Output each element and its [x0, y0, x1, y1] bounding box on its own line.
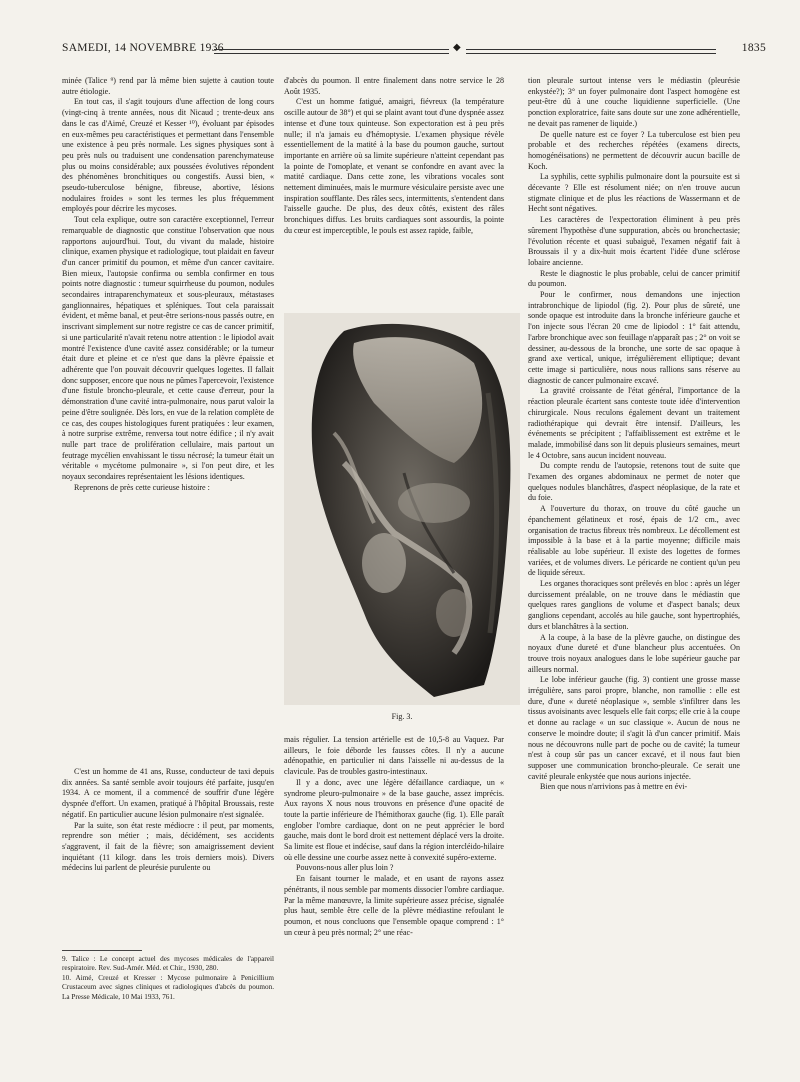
paragraph: De quelle nature est ce foyer ? La tuberculose est bien peu probable et des recherches répétées (examens directs, homogénéisations) ne permettent de découvrir aucun bacille de Koch.	[528, 129, 740, 171]
running-header	[62, 40, 766, 58]
specimen-photograph	[284, 313, 520, 705]
paragraph: En tout cas, il s'agit toujours d'une affection de long cours (vingt-cinq à trente années, nous dit Nicaud ; trente-deux ans dans le cas d'Aimé, Creuzé et Kesser ¹⁰), évoluant par épisodes en eux-mêmes peu caractéristiques et permettant dans l'ensemble une existence à peu près normale. Les signes physiques sont à peu près nuls ou traduisent une condensation parenchymateuse plus ou moins considérable; aux poussées évolutives répondent des phénomènes bronchitiques ou congestifs. Aussi bien, « pseudo-tuberculose bénigne, fibreuse, abortive, lésions nodulaires froides » sont les termes les plus fréquemment employés pour décrire les mycoses.	[62, 97, 274, 214]
column-left-continued	[62, 767, 274, 953]
column-middle-bottom	[284, 735, 504, 1066]
paragraph: La syphilis, cette syphilis pulmonaire dont la poursuite est si décevante ? Elle est résolument niée; on n'en trouve aucun stigmate clinique et de plus les réactions de Wassermann et de Hecht sont négatives.	[528, 172, 740, 214]
column-left	[62, 76, 274, 821]
paragraph: Par la suite, son état reste médiocre : il peut, par moments, reprendre son métier ; mais, décidément, ses accidents s'aggravent, il fait de la fièvre; son amaigrissement devient inquiétant (11 kilogr. dans les trois derniers mois). Divers médecins lui parlent de pleurésie purulente ou	[62, 820, 274, 873]
header-rule-left	[214, 49, 449, 54]
diamond-ornament-icon: ◆	[453, 42, 461, 53]
column-middle-top	[284, 76, 504, 308]
paragraph: A l'ouverture du thorax, on trouve du côté gauche un épanchement gélatineux et rosé, épais de 1/2 cm., avec organisation de tractus fibreux très nombreux. Le décollement est impossible à la base et à la partie moyenne; difficile mais réalisable au lobe supérieur. Il existe des logettes de formes variées, et de volumes divers. Le péricarde ne contient qu'un peu de liquide séreux.	[528, 504, 740, 578]
paragraph: mais régulier. La tension artérielle est de 10,5-8 au Vaquez. Par ailleurs, le foie déborde les fausses côtes. Il n'y a aucune adénopathie, en particulier ni dans l'aisselle ni au-dessus de la clavicule. Pas de troubles gastro-intestinaux.	[284, 735, 504, 777]
header-rule-right	[466, 49, 716, 54]
paragraph: Tout cela explique, outre son caractère exceptionnel, l'erreur remarquable de diagnostic que constitue l'observation que nous rapportons aujourd'hui. Tout, du vivant du malade, histoire clinique, examen physique et radiologique, tout plaidait en faveur d'un cancer primitif du poumon, et même d'un cancer cavitaire. Bien mieux, l'autopsie confirma ou sembla confirmer en tous points notre diagnostic : tumeur squirrheuse du poumon, nodules secondaires intraparenchymateux et sous-pleuraux, métastases ganglionnaires, hépatiques et spléniques. Tout cela paraissait évident, et même banal, et peut-être serions-nous passés outre, en inscrivant simplement sur notre registre ce cas de cancer primitif, si une particularité n'avait retenu notre attention : le lipiodol avait montré l'existence d'une cavité assez considérable; or la tumeur était dure et pleine et ce n'est que dans la plèvre épaissie et adhérente que l'on pouvait découvrir quelques logettes. Il fallait donc supposer, encore que nous ne pûmes l'apercevoir, l'existence d'une fistule broncho-pleurale, et cette cause d'erreur, pour la démonstration d'une cavité intra-pulmonaire, nous parut valoir la peine d'être soulignée. Dès lors, en vue de la relation complète de ce cas, des coupes histologiques furent pratiquées : leur examen, à notre surprise extrême, renversa tout notre édifice ; il n'y avait nulle part trace de prolifération cellulaire, mais partout un feutrage mycélien envahissant le tissu nécrosé; la tumeur était un véritable « mycétome pulmonaire », si l'on peut dire, et les noyaux secondaires représentaient les lésions identiques.	[62, 215, 274, 482]
column-right	[528, 76, 740, 1066]
paragraph: Le lobe inférieur gauche (fig. 3) contient une grosse masse irrégulière, sans paroi propre, blanche, non ramollie : elle est dure, d'une « dureté néoplasique », semble s'infiltrer dans les tissus avoisinants avec lesquels elle fait corps; elle crie à la coupe et donne au raclage « un suc classique ». Aucun de nous ne conserve le moindre doute; il s'agit là d'un cancer primitif. Mais nous ne découvrons nulle part de poche ou de cavité; la tumeur n'est à coup sûr pas un cancer excavé, et il nous faut bien supposer une communication broncho-pleurale. Ce serait une cavité pleurale enkystée que nous aurions injectée.	[528, 675, 740, 781]
paragraph: Du compte rendu de l'autopsie, retenons tout de suite que l'examen des organes abdominaux ne permet de noter que quelques nodules blanchâtres, d'aspect néoplasique, de la rate et du foie.	[528, 461, 740, 503]
paragraph: En faisant tourner le malade, et en usant de rayons assez pénétrants, il nous semble par moments dissocier l'ombre cardiaque. Par la même manœuvre, la limite supérieure assez précise, signalée plus haut, semble être celle de la plèvre médiastine refoulant le poumon, et nous concluons que l'ensemble opaque comprend : 1° un cœur à peu près normal; 2° une réac-	[284, 874, 504, 937]
paragraph: d'abcès du poumon. Il entre finalement dans notre service le 28 Août 1935.	[284, 76, 504, 96]
paragraph: Bien que nous n'arrivions pas à mettre en évi-	[540, 782, 688, 792]
footnotes	[62, 955, 274, 1002]
paragraph: Les caractères de l'expectoration éliminent à peu près sûrement l'hypothèse d'une suppuration, abcès ou bronchectasie; l'évolution récente et quasi subaiguë, l'examen négatif fait à Broussais il y a dix-huit mois écartent l'idée d'une sclérose lobaire ancienne.	[528, 215, 740, 267]
paragraph: Les organes thoraciques sont prélevés en bloc : après un léger durcissement préalable, on ne trouve dans le médiastin que quelques rares ganglions de volume et d'aspect banals; deux ganglions cependant, accolés au hile gauche, sont hypertrophiés, durs et blanchâtres à la section.	[528, 579, 740, 631]
paragraph: Reste le diagnostic le plus probable, celui de cancer primitif du poumon.	[528, 268, 740, 289]
footnote: 9. Talice : Le concept actuel des mycoses médicales de l'appareil respiratoire. Rev. Sud-Amér. Méd. et Chir., 1930, 280.	[62, 955, 274, 973]
paragraph: A la coupe, à la base de la plèvre gauche, on distingue des noyaux d'une dureté et d'une blancheur plus accentuées. On trouve trois noyaux analogues dans le lobe supérieur gauche par ailleurs normal.	[528, 632, 740, 674]
paragraph: C'est un homme fatigué, amaigri, fiévreux (la température oscille autour de 38°) et qui se plaint avant tout d'une dyspnée assez intense et d'une toux quinteuse. Son expectoration est à peu près nulle; il n'a jamais eu d'hémoptysie. L'examen physique révèle essentiellement de la matité à la base du poumon gauche, surtout importante en arrière où sa limite supérieure n'atteint cependant pas la pointe de l'omoplate, et venant se confondre en avant avec la matité cardiaque. Dans cette zone, les vibrations vocales sont nettement diminuées, mais le murmure vésiculaire persiste avec une inspiration soufflante. Des râles secs, intermittents, s'entendent dans l'aisselle gauche. De plus, des deux côtés, existent des râles bronchiques diffus. Les bruits cardiaques sont assourdis, la pointe du cœur est imperceptible, le pouls est assez rapide, faible,	[284, 97, 504, 235]
lung-specimen-image	[284, 313, 520, 705]
paragraph: C'est un homme de 41 ans, Russe, conducteur de taxi depuis dix années. Sa santé semble avoir toujours été parfaite, jusqu'en 1934. A ce moment, il a commencé de souffrir d'une légère dyspnée d'effort. Un examen, pratiqué à l'hôpital Broussais, reste négatif. En particulier aucune lésion pulmonaire n'est signalée.	[62, 767, 274, 819]
footnote: 10. Aimé, Creuzé et Kresser : Mycose pulmonaire à Penicillium Crustaceum avec signes cliniques et radiologiques d'abcès du poumon. La Presse Médicale, 10 Mai 1933, 761.	[62, 973, 274, 1001]
figure-caption: Fig. 3.	[391, 712, 413, 721]
paragraph: Pouvons-nous aller plus loin ?	[296, 863, 394, 873]
paragraph: Pour le confirmer, nous demandons une injection intrabronchique de lipiodol (fig. 2). Pour plus de sûreté, une sonde opaque est introduite dans la bronche inférieure gauche et l'on injecte sous l'écran 20 cme de lipiodol : 1° fait attendu, l'arbre bronchique avec son feuillage n'apparaît pas ; 2° on voit se dessiner, au-dessous de la bronche, une sorte de sac opaque à grand axe vertical, unique, irrégulièrement elliptique; devant cette image si particulière, nous nous rallions sans réserve au diagnostic de cancer pulmonaire excavé.	[528, 290, 740, 385]
footnote-rule	[62, 950, 142, 951]
paragraph: tion pleurale surtout intense vers le médiastin (pleurésie enkystée?); 3° un foyer pulmonaire dont l'aspect homogène est peut-être dû à une couche liquidienne superficielle. (Une ponction exploratrice, faite sans doute sur une zone adhérentielle, ne devait pas ramener de liquide.)	[528, 76, 740, 128]
paragraph: La gravité croissante de l'état général, l'importance de la réaction pleurale écartent sans conteste toute idée d'intervention chirurgicale. Nous reculons également devant un traitement radiothérapique qui devrait être intensif. D'ailleurs, les événements se précipitent ; l'affaiblissement est extrême et le malade, immobilisé dans son lit depuis plusieurs semaines, meurt le 4 Octobre, sans aucun incident nouveau.	[528, 386, 740, 460]
page-number: 1835	[741, 42, 766, 54]
header-date: SAMEDI, 14 NOVEMBRE 1936	[62, 42, 224, 54]
paragraph: Reprenons de près cette curieuse histoire :	[74, 482, 210, 492]
paragraph: Il y a donc, avec une légère défaillance cardiaque, un « syndrome pleuro-pulmonaire » de la base gauche, assez imprécis. Aux rayons X nous nous trouvons en présence d'une opacité de toute la partie inférieure de l'hémithorax gauche (fig. 1). Elle paraît englober l'ombre cardiaque, dont on ne peut apprécier le bord gauche, mais dont le bord droit est nettement déplacé vers la droite. Sa limite est floue et indécise, sauf dans la région intercléido-hilaire où elle dessine une courbe assez nette à convexité supéro-externe.	[284, 777, 504, 862]
paragraph: minée (Talice ⁹) rend par là même bien sujette à caution toute autre étiologie.	[62, 76, 274, 96]
